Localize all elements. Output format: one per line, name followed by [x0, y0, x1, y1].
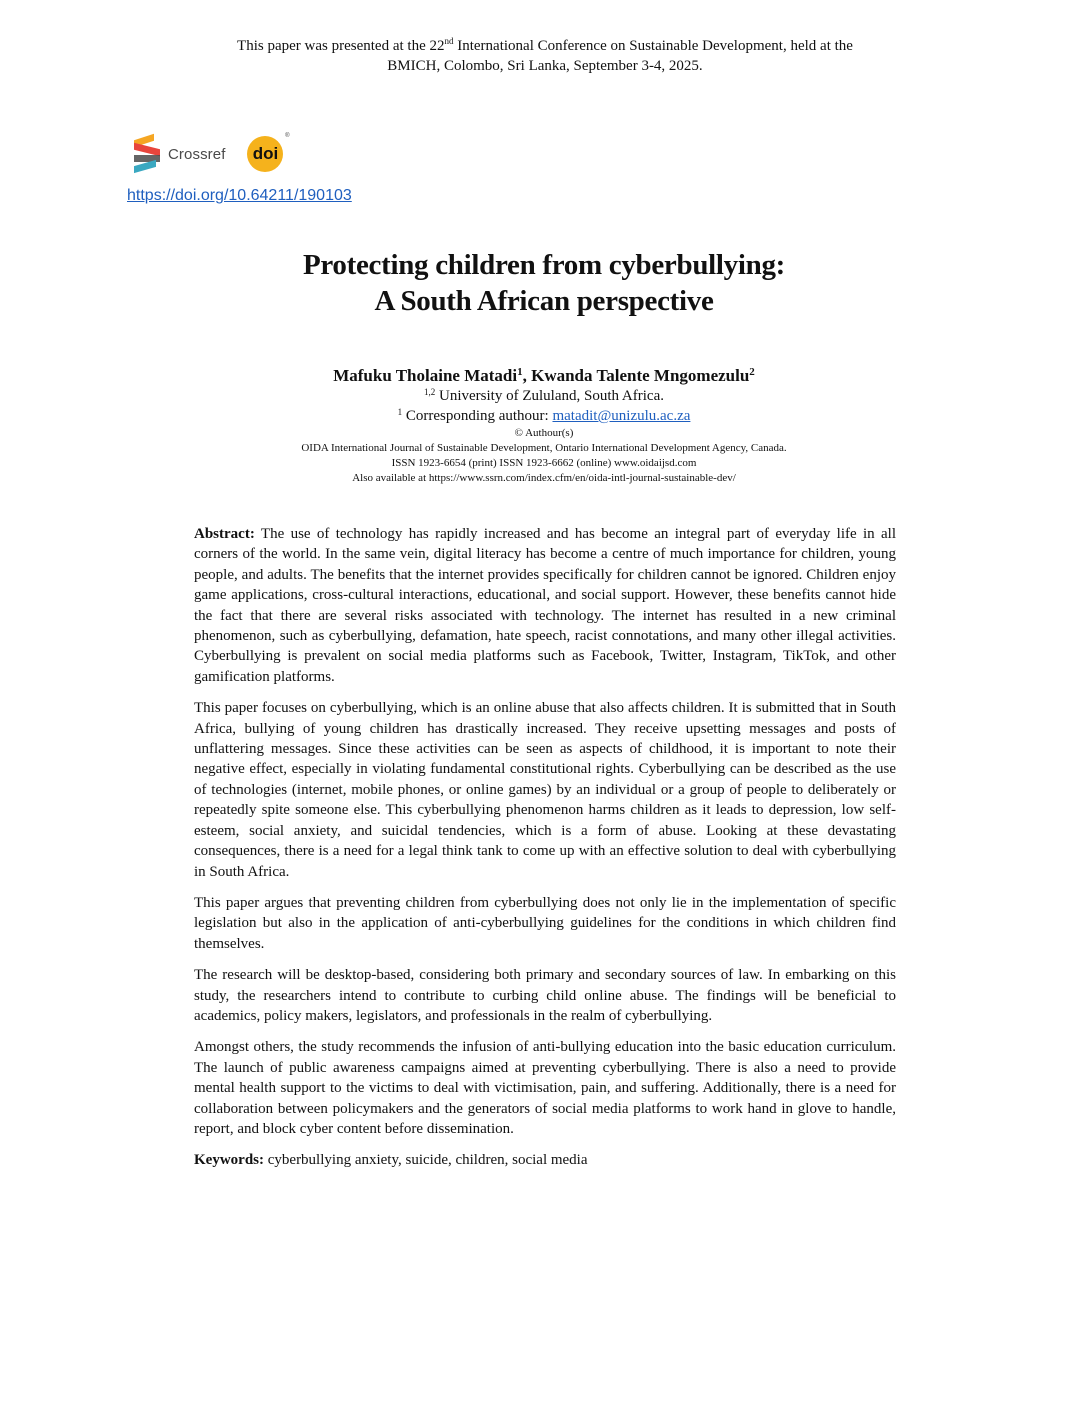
keywords-label: Keywords:	[194, 1152, 264, 1169]
email-link[interactable]: matadit@unizulu.ac.za	[552, 408, 691, 424]
abstract-text: The use of technology has rapidly increased and has become an integral part of everyday life in all corners of the world. In the same vein, digital literacy has become a centre of much importance for children, young people, and adults. The benefits that the internet provides specifically for children cannot be ignored. Children enjoy game applications, cross-cultural interactions, educational, and social support. However, these benefits cannot hide the fact that there are several risks associated with technology. The internet has resulted in a new criminal phenomenon, such as cyberbullying, defamation, hate speech, racist connotations, and many other illegal activities. Cyberbullying is prevalent on social media platforms such as Facebook, Twitter, Instagram, TikTok, and other gamification platforms.	[194, 526, 896, 685]
paper-title	[180, 247, 908, 319]
author-list	[180, 366, 908, 386]
logo-row	[134, 133, 290, 174]
conference-ordinal-sup: nd	[444, 36, 454, 46]
keywords-text: cyberbullying anxiety, suicide, children, social media	[264, 1152, 588, 1169]
author-name: Mafuku Tholaine Matadi	[333, 366, 518, 385]
registered-mark: ®	[285, 133, 290, 139]
title-line2: A South African perspective	[374, 285, 714, 317]
corresponding-sup: 1	[397, 407, 403, 417]
affiliation-sup: 1,2	[424, 387, 436, 397]
abstract-paragraph	[194, 524, 896, 687]
journal-info	[180, 426, 908, 486]
journal-line: OIDA International Journal of Sustainable Development, Ontario International Development Agency, Canada.	[301, 442, 787, 454]
abstract-label: Abstract:	[194, 526, 255, 542]
conference-line1-pre: This paper was presented at the 22	[237, 38, 445, 54]
conference-line2: BMICH, Colombo, Sri Lanka, September 3-4, 2025.	[387, 58, 703, 74]
availability-line: Also available at https://www.ssrn.com/index.cfm/en/oida-intl-journal-sustainable-dev/	[352, 472, 736, 484]
abstract-paragraph: This paper argues that preventing children from cyberbullying does not only lie in the implementation of specific legislation but also in the application of anti-cyberbullying guidelines for the conditions in which children find themselves.	[194, 894, 896, 952]
doi-logo-icon	[247, 133, 290, 172]
abstract-section	[194, 524, 896, 1182]
affiliation-block	[180, 386, 908, 426]
author-sup: 1	[517, 366, 523, 378]
crossref-wordmark: Crossref	[168, 145, 226, 163]
author-separator: ,	[522, 366, 532, 385]
affiliation-text: University of Zululand, South Africa.	[435, 388, 664, 404]
author-name: Kwanda Talente Mngomezulu	[531, 366, 750, 385]
keywords-paragraph	[194, 1150, 896, 1170]
crossref-logo-icon	[134, 136, 162, 172]
doi-logo-text: doi	[252, 144, 279, 163]
corresponding-line	[180, 406, 908, 426]
title-line1: Protecting children from cyberbullying:	[302, 249, 786, 281]
doi-link[interactable]: https://doi.org/10.64211/190103	[127, 187, 352, 204]
conference-line1-post: International Conference on Sustainable Development, held at the	[453, 38, 853, 54]
abstract-paragraph: Amongst others, the study recommends the infusion of anti-bullying education into the basic education curriculum. The launch of public awareness campaigns aimed at preventing cyberbullying. There is also a need to provide mental health support to the victims to deal with victimisation, pain, and suffering. Additionally, there is a need for collaboration between policymakers and the generators of social media platforms to work hand in glove to handle, report, and block cyber content before dissemination.	[194, 1039, 896, 1137]
author-sup: 2	[749, 366, 755, 378]
copyright-line: © Authour(s)	[514, 427, 574, 439]
conference-note	[130, 36, 960, 76]
issn-line: ISSN 1923-6654 (print) ISSN 1923-6662 (online) www.oidaijsd.com	[391, 457, 697, 469]
affiliation-line	[180, 386, 908, 406]
abstract-paragraph: This paper focuses on cyberbullying, which is an online abuse that also affects children. It is submitted that in South Africa, bullying of young children has drastically increased. They receive upsetting messages and posts of unflattering messages. Since these activities can be seen as aspects of childhood, it is important to note their negative effect, especially in violating fundamental constitutional rights. Cyberbullying can be described as the use of technologies (internet, mobile phones, or online games) by an individual or a group of people to deliberately or repeatedly spite someone else. This cyberbullying phenomenon harms children as it leads to depression, low self-esteem, social anxiety, and suicidal tendencies, which is a form of abuse. Looking at these devastating consequences, there is a need for a legal think tank to come up with an effective solution to deal with cyberbullying in South Africa.	[194, 700, 896, 880]
abstract-paragraph: The research will be desktop-based, considering both primary and secondary sources of law. In embarking on this study, the researchers intend to contribute to curbing child online abuse. The findings will be beneficial to academics, policy makers, legislators, and professionals in the realm of cyberbullying.	[194, 967, 896, 1024]
corresponding-label: Corresponding authour:	[402, 408, 553, 424]
